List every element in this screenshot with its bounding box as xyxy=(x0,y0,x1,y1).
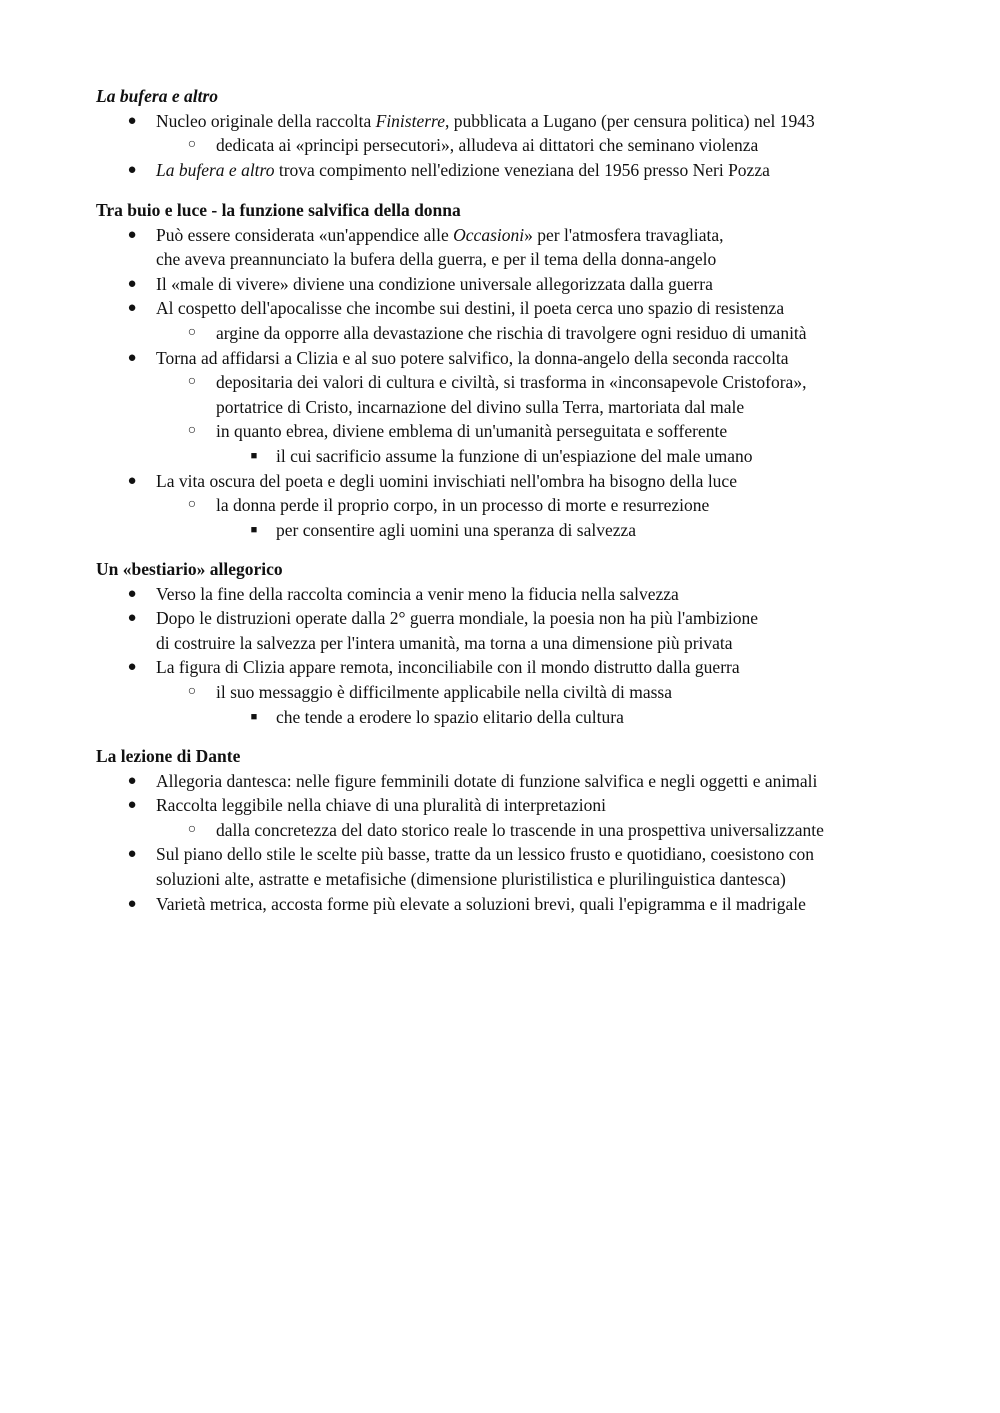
bullet-disc-icon: ● xyxy=(127,472,137,489)
list-item: ● Verso la fine della raccolta comincia a venir meno la fiducia nella salvezza xyxy=(96,582,976,607)
list-item: ● Il «male di vivere» diviene una condizione universale allegorizzata dalla guerra xyxy=(96,272,976,297)
list-item: ● Può essere considerata «un'appendice alle Occasioni» per l'atmosfera travagliata, che aveva preannunciato la bufera della guerra, e per il tema della donna-angelo xyxy=(96,223,976,272)
list-item: ■ che tende a erodere lo spazio elitario della cultura xyxy=(96,705,976,730)
section-bestiario xyxy=(96,557,976,729)
bullet-square-icon: ■ xyxy=(250,449,258,462)
list-item: ○ il suo messaggio è difficilmente applicabile nella civiltà di massa xyxy=(96,680,976,705)
bullet-disc-icon: ● xyxy=(127,275,137,292)
list-item: ■ per consentire agli uomini una speranza di salvezza xyxy=(96,518,976,543)
bullet-circle-icon: ○ xyxy=(187,683,197,699)
section-heading: La lezione di Dante xyxy=(96,746,241,766)
list-item: ○ argine da opporre alla devastazione che rischia di travolgere ogni residuo di umanità xyxy=(96,321,976,346)
list-item: ● Allegoria dantesca: nelle figure femminili dotate di funzione salvifica e negli oggetti e animali xyxy=(96,769,976,794)
bullet-disc-icon: ● xyxy=(127,797,137,814)
bullet-disc-icon: ● xyxy=(127,610,137,627)
list-item: ● La figura di Clizia appare remota, inconciliabile con il mondo distrutto dalla guerra xyxy=(96,655,976,680)
list-item: ○ la donna perde il proprio corpo, in un processo di morte e resurrezione xyxy=(96,493,976,518)
list-item: ● Torna ad affidarsi a Clizia e al suo potere salvifico, la donna-angelo della seconda raccolta xyxy=(96,346,976,371)
list-item: ● Dopo le distruzioni operate dalla 2° guerra mondiale, la poesia non ha più l'ambizione di costruire la salvezza per l'intera umanità, ma torna a una dimensione più privata xyxy=(96,606,976,655)
bullet-circle-icon: ○ xyxy=(187,423,197,439)
bullet-disc-icon: ● xyxy=(127,112,137,129)
list-item: ● Raccolta leggibile nella chiave di una pluralità di interpretazioni xyxy=(96,793,976,818)
list-item: ○ in quanto ebrea, diviene emblema di un'umanità perseguitata e sofferente xyxy=(96,419,976,444)
bullet-disc-icon: ● xyxy=(127,349,137,366)
bullet-disc-icon: ● xyxy=(127,659,137,676)
bullet-disc-icon: ● xyxy=(127,226,137,243)
bullet-square-icon: ■ xyxy=(250,710,258,723)
bullet-disc-icon: ● xyxy=(127,895,137,912)
list-item: ○ depositaria dei valori di cultura e civiltà, si trasforma in «inconsapevole Cristofora», portatrice di Cristo, incarnazione del divino sulla Terra, martoriata dal male xyxy=(96,370,976,419)
bullet-circle-icon: ○ xyxy=(187,137,197,153)
list-item: ● La vita oscura del poeta e degli uomini invischiati nell'ombra ha bisogno della luce xyxy=(96,469,976,494)
section-lezione-di-dante xyxy=(96,744,976,916)
bullet-square-icon: ■ xyxy=(250,523,258,536)
bullet-disc-icon: ● xyxy=(127,585,137,602)
list-item: ● Varietà metrica, accosta forme più elevate a soluzioni brevi, quali l'epigramma e il madrigale xyxy=(96,892,976,917)
list-item: ● La bufera e altro trova compimento nell'edizione veneziana del 1956 presso Neri Pozza xyxy=(96,158,976,183)
bullet-disc-icon: ● xyxy=(127,300,137,317)
bullet-circle-icon: ○ xyxy=(187,821,197,837)
section-tra-buio-e-luce xyxy=(96,198,976,542)
bullet-circle-icon: ○ xyxy=(187,374,197,390)
section-heading: Un «bestiario» allegorico xyxy=(96,559,283,579)
bullet-disc-icon: ● xyxy=(127,772,137,789)
list-item: ● Al cospetto dell'apocalisse che incombe sui destini, il poeta cerca uno spazio di resistenza xyxy=(96,296,976,321)
bullet-circle-icon: ○ xyxy=(187,497,197,513)
list-item: ○ dalla concretezza del dato storico reale lo trascende in una prospettiva universalizzante xyxy=(96,818,976,843)
list-item: ● Sul piano dello stile le scelte più basse, tratte da un lessico frusto e quotidiano, coesistono con soluzioni alte, astratte e metafisiche (dimensione pluristilistica e plurilinguistica dantesca) xyxy=(96,842,976,891)
bullet-disc-icon: ● xyxy=(127,161,137,178)
list-item: ○ dedicata ai «principi persecutori», alludeva ai dittatori che seminano violenza xyxy=(96,133,976,158)
list-item: ● Nucleo originale della raccolta Finisterre, pubblicata a Lugano (per censura politica) nel 1943 xyxy=(96,109,976,134)
list-item: ■ il cui sacrificio assume la funzione di un'espiazione del male umano xyxy=(96,444,976,469)
bullet-disc-icon: ● xyxy=(127,846,137,863)
section-heading: La bufera e altro xyxy=(96,86,219,106)
section-la-bufera xyxy=(96,84,976,182)
bullet-circle-icon: ○ xyxy=(187,324,197,340)
section-heading: Tra buio e luce - la funzione salvifica della donna xyxy=(96,200,461,220)
